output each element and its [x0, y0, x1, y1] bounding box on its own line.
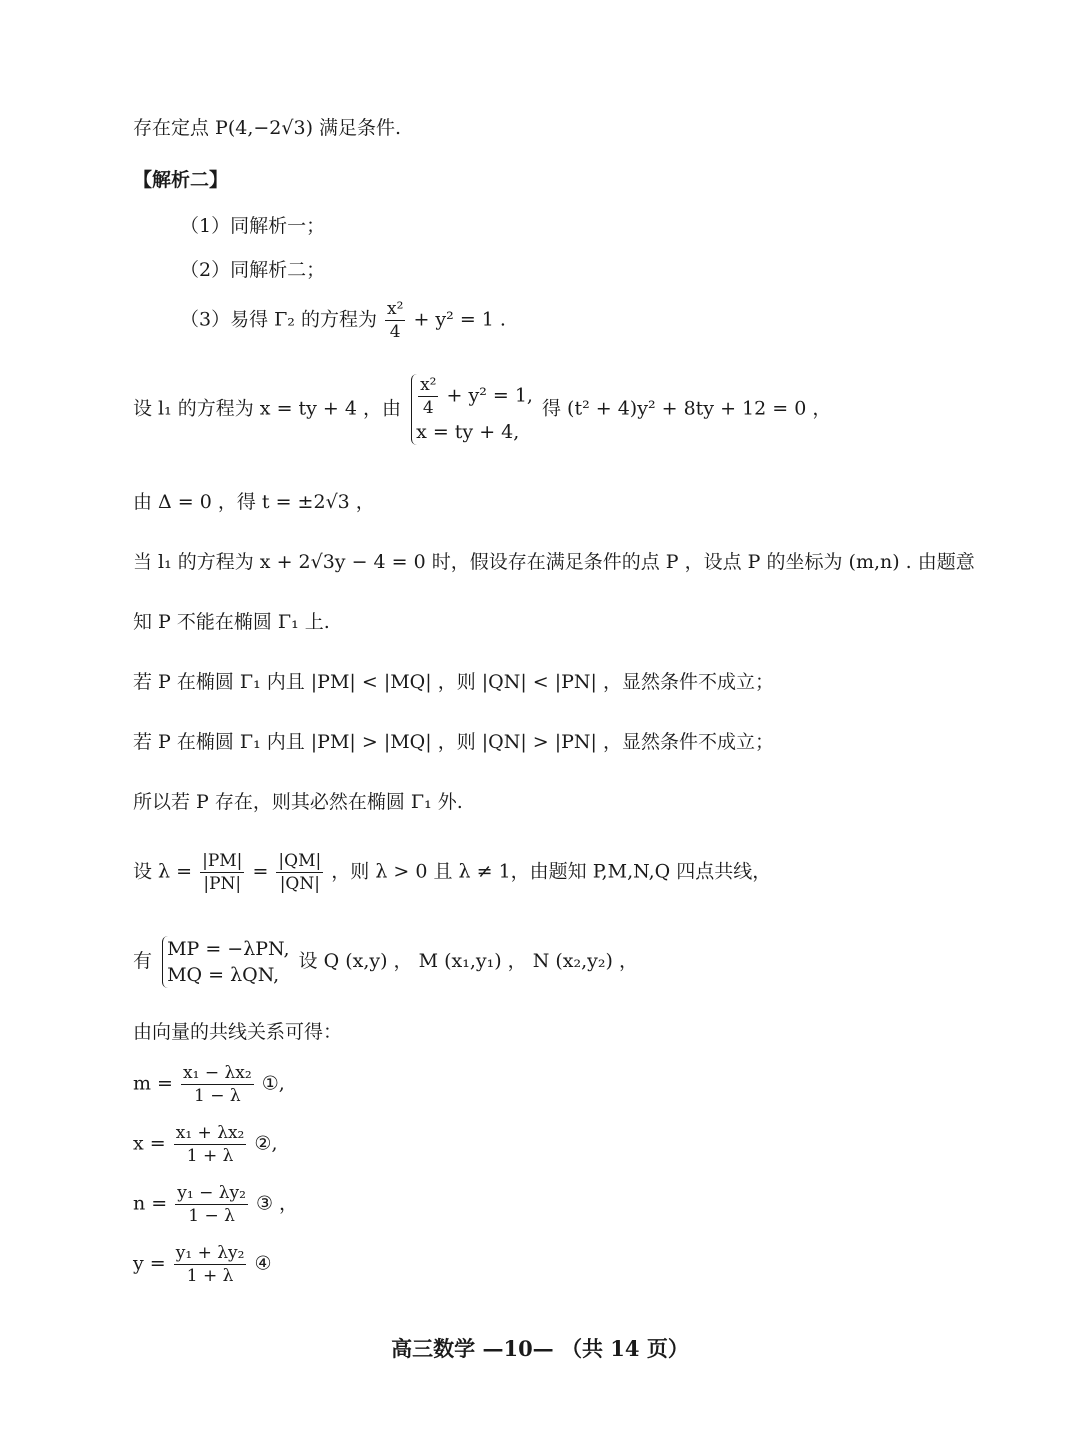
not-on-ellipse-line: 知 P 不能在椭圆 Γ₁ 上. [133, 611, 330, 633]
system-row-1-rest: + y² = 1, [446, 384, 533, 407]
eq-fraction [181, 1062, 254, 1107]
section-heading: 【解析二】 [133, 169, 229, 191]
eq-tag: ③ ， [255, 1192, 299, 1215]
eq-lhs: n = [133, 1192, 168, 1215]
ratio-fraction-1 [200, 850, 244, 895]
fraction-denominator: |QN| [279, 874, 320, 894]
vector-system-lead: 有 [133, 950, 153, 972]
outside-line: 所以若 P 存在，则其必然在椭圆 Γ₁ 外. [133, 791, 463, 813]
vector-row-1: MP = −λPN, [167, 938, 290, 960]
step-3 [180, 298, 506, 343]
eq-fraction [174, 1242, 247, 1287]
eq-tag: ②, [254, 1132, 278, 1155]
fraction-denominator: 1 − λ [188, 1206, 235, 1226]
ellipse-fraction [385, 298, 405, 343]
case-2-line: 若 P 在椭圆 Γ₁ 内且 |PM| > |MQ| ，则 |QN| > |PN| ，显然条件不成立； [133, 731, 774, 753]
eq-lhs: m = [133, 1072, 173, 1095]
page-footer: 高三数学 —10— （共 14 页） [391, 1336, 689, 1361]
system-fraction [418, 374, 438, 419]
lambda-rest: ，则 λ > 0 且 λ ≠ 1，由题知 P,M,N,Q 四点共线， [331, 860, 772, 883]
discriminant-line: 由 Δ = 0 ，得 t = ±2√3 ， [133, 491, 375, 513]
line-l1-text: 设 l₁ 的方程为 x = ty + 4 ，由 [133, 397, 402, 420]
ratio-fraction-2 [276, 850, 323, 895]
eq-fraction [174, 1122, 247, 1167]
case-1-line: 若 P 在椭圆 Γ₁ 内且 |PM| < |MQ| ，则 |QN| < |PN| ，显然条件不成立； [133, 671, 774, 693]
collinear-line: 由向量的共线关系可得： [133, 1021, 343, 1043]
eq-lhs: x = [133, 1132, 166, 1155]
fraction-numerator: y₁ + λy₂ [175, 1243, 245, 1263]
fraction-numerator: y₁ − λy₂ [177, 1183, 246, 1203]
coordinates-text: 设 Q (x,y) ， M (x₁,y₁) ， N (x₂,y₂) ， [298, 950, 638, 972]
vector-system [162, 936, 289, 988]
eq-tag: ①, [261, 1072, 285, 1095]
line-l1-result: 得 (t² + 4)y² + 8ty + 12 = 0 ， [542, 397, 832, 420]
fraction-numerator: |QM| [278, 851, 322, 871]
equation-4 [133, 1242, 272, 1287]
equation-system [411, 374, 533, 445]
fraction-numerator: |PM| [202, 851, 243, 871]
fraction-denominator: 4 [422, 398, 434, 418]
vector-row-2: MQ = λQN, [167, 964, 280, 986]
eq-lhs: y = [133, 1252, 166, 1275]
step-2: （2）同解析二； [180, 259, 326, 281]
eq-tag: ④ [254, 1252, 272, 1275]
equation-3 [133, 1182, 298, 1227]
fraction-denominator: 1 + λ [186, 1146, 234, 1166]
assumption-line: 当 l₁ 的方程为 x + 2√3y − 4 = 0 时，假设存在满足条件的点 P ，设点 P 的坐标为 (m,n) . 由题意 [133, 551, 975, 573]
system-row-1 [416, 374, 533, 419]
equals-sign: = [252, 860, 269, 883]
step-1: （1）同解析一； [180, 215, 326, 237]
fraction-denominator: 1 + λ [186, 1266, 234, 1286]
vector-system-line [133, 936, 638, 988]
line-l1-setup [133, 374, 831, 445]
system-row-2: x = ty + 4, [416, 421, 520, 443]
conclusion-line: 存在定点 P(4,−2√3) 满足条件. [133, 117, 402, 139]
fraction-numerator: x² [420, 375, 437, 395]
fraction-numerator: x₁ + λx₂ [175, 1123, 245, 1143]
lambda-text: 设 λ = [133, 860, 193, 883]
lambda-definition [133, 850, 771, 895]
step-3-text: （3）易得 Γ₂ 的方程为 [180, 308, 377, 331]
equation-2 [133, 1122, 278, 1167]
eq-fraction [175, 1182, 248, 1227]
fraction-denominator: 4 [389, 322, 401, 342]
fraction-numerator: x₁ − λx₂ [183, 1063, 252, 1083]
fraction-numerator: x² [387, 299, 404, 319]
fraction-denominator: |PN| [203, 874, 242, 894]
equation-1 [133, 1062, 285, 1107]
step-3-rest: + y² = 1 . [413, 308, 506, 331]
fraction-denominator: 1 − λ [194, 1086, 241, 1106]
